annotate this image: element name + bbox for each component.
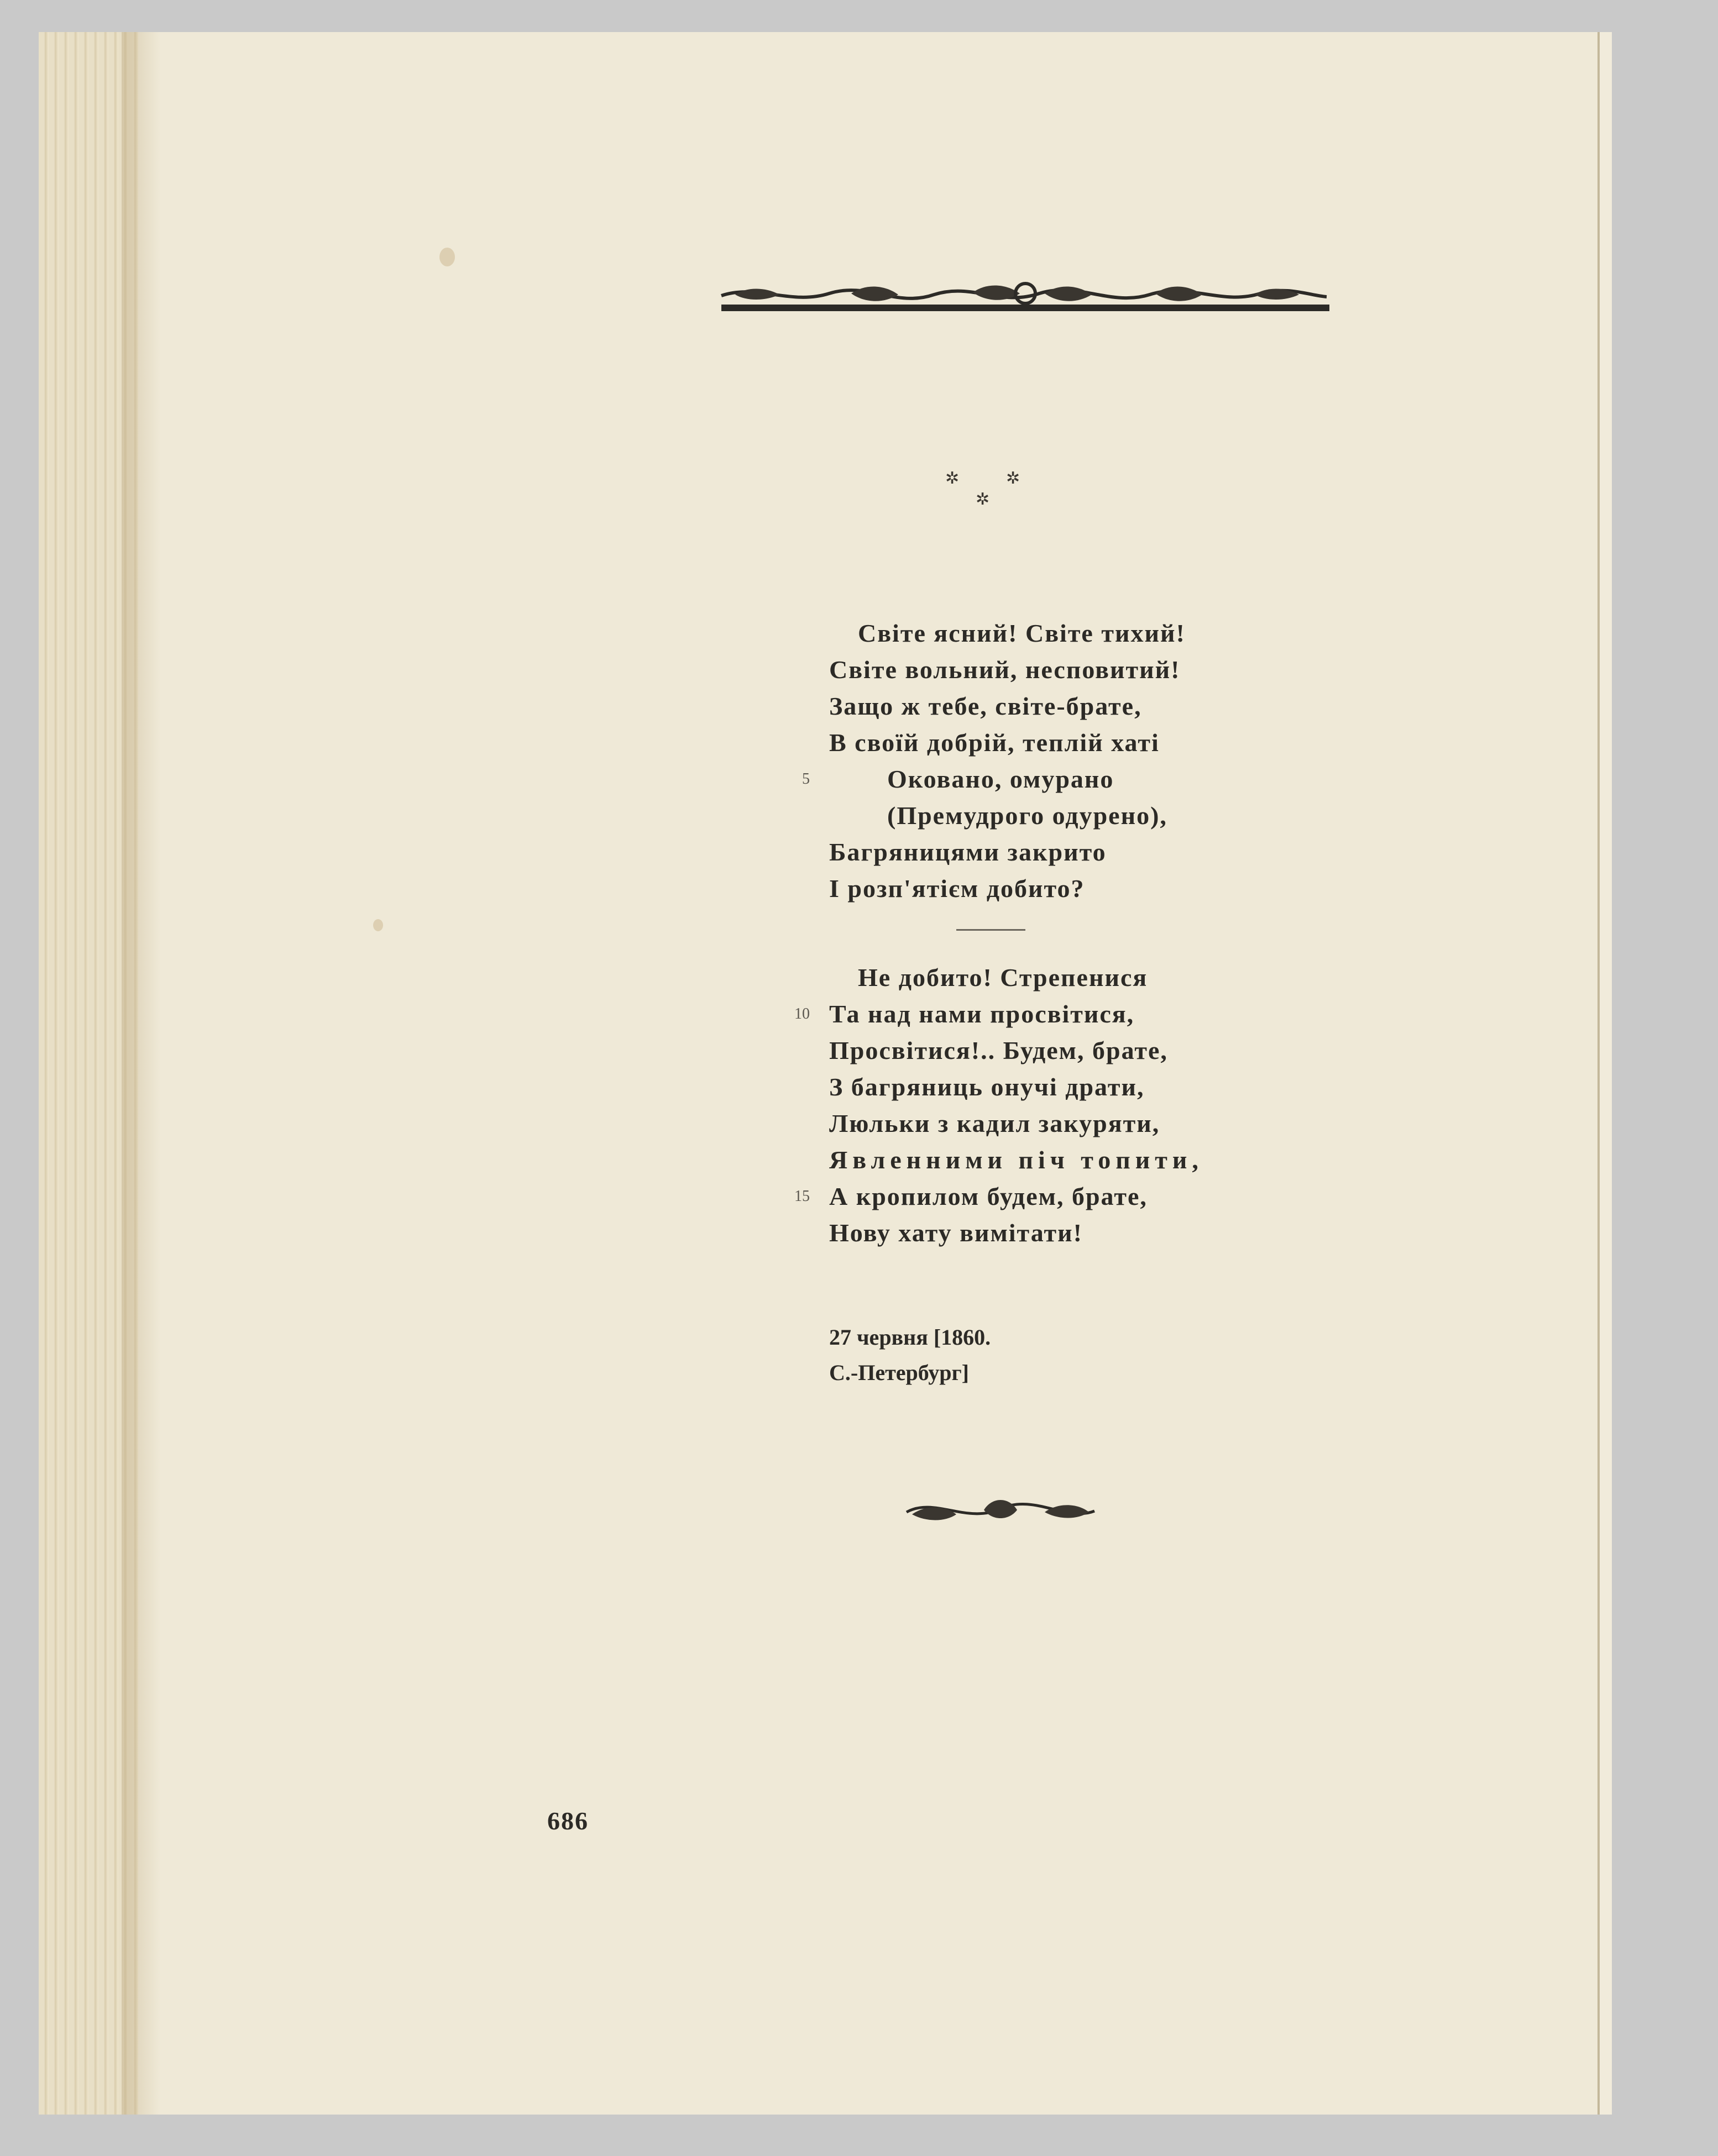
stain-spot	[373, 919, 383, 931]
date-line: 27 червня [1860.	[829, 1325, 991, 1350]
facing-page-edge	[1597, 32, 1612, 2115]
section-asterism	[945, 469, 1056, 529]
poem-line: 10 Та над нами просвітися,	[829, 996, 1327, 1032]
star-icon: ✲	[945, 469, 960, 487]
poem-line: Явленними піч топити,	[829, 1146, 1203, 1174]
star-icon: ✲	[976, 490, 990, 508]
poem-line: З багряниць онучі драти,	[829, 1073, 1145, 1101]
decorative-footer-ornament	[901, 1486, 1100, 1535]
poem-line: Світе вольний, несповитий!	[829, 655, 1181, 684]
poem-line: Нову хату вимітати!	[829, 1219, 1083, 1247]
place-line: С.-Петербург]	[829, 1360, 969, 1385]
poem-line: Багряницями закрито	[829, 838, 1107, 866]
line-number: 10	[794, 1005, 810, 1022]
stanza-divider	[956, 929, 1025, 931]
poem-line: (Премудрого одурено),	[887, 801, 1167, 830]
decorative-header-ornament	[713, 261, 1338, 322]
poem-line: Люльки з кадил закуряти,	[829, 1109, 1160, 1137]
stain-spot	[439, 248, 455, 266]
poem-line: 5 Оковано, омурано	[829, 761, 1327, 798]
star-icon: ✲	[1006, 469, 1020, 487]
poem-line: Не добито! Стрепенися	[858, 963, 1148, 992]
poem-line: 15 А кропилом будем, брате,	[829, 1178, 1327, 1215]
page-number: 686	[547, 1807, 589, 1835]
poem-line: І розп'ятієм добито?	[829, 874, 1085, 903]
poem-line: В своїй добрій, теплій хаті	[829, 728, 1160, 757]
line-number: 5	[802, 770, 810, 788]
line-number: 15	[794, 1188, 810, 1205]
poem-text	[794, 615, 1327, 1251]
poem-line: Просвітися!.. Будем, брате,	[829, 1036, 1168, 1064]
poem-line: Защо ж тебе, світе-брате,	[829, 692, 1142, 720]
book-scan	[39, 32, 1612, 2115]
book-page	[138, 32, 1612, 2115]
poem-line: Світе ясний! Світе тихий!	[858, 619, 1186, 647]
date-place-note	[829, 1320, 1161, 1391]
